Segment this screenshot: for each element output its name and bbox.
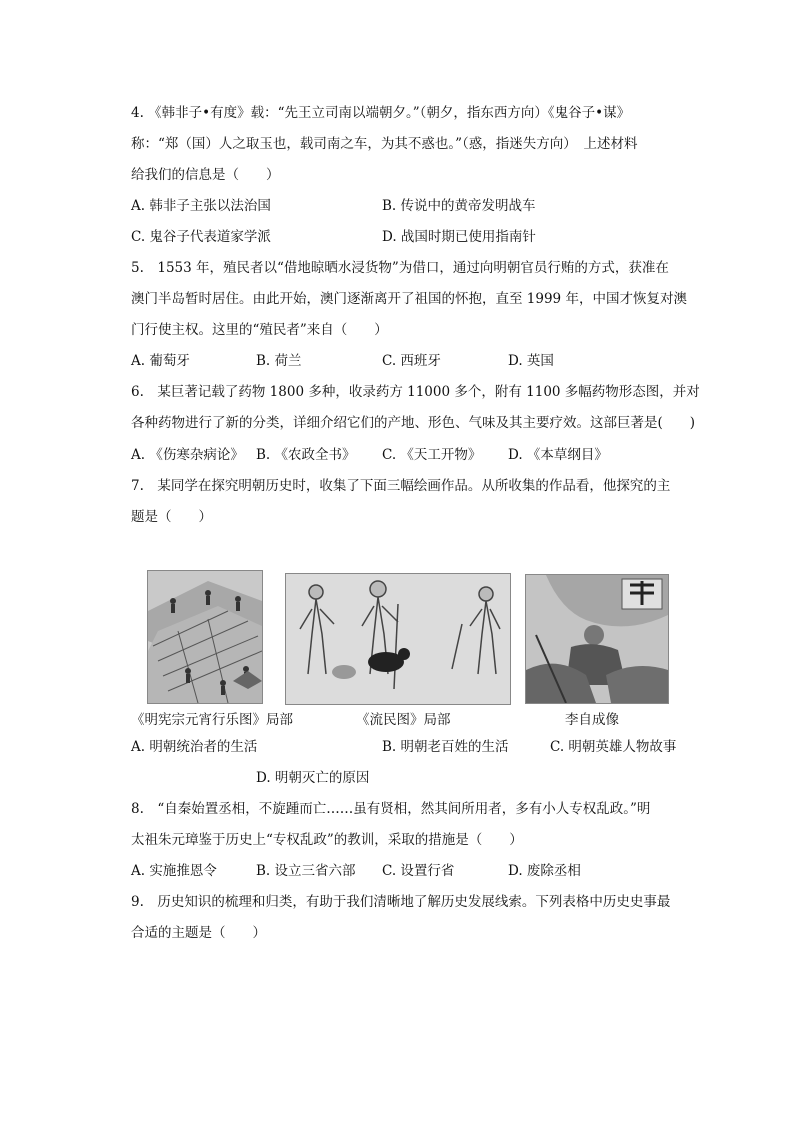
- q5-option-a: A. 葡萄牙: [131, 353, 190, 369]
- q4-option-b: B. 传说中的黄帝发明战车: [382, 198, 536, 214]
- q7-option-c: C. 明朝英雄人物故事: [550, 739, 677, 755]
- palace-scene-graphic: [148, 571, 262, 703]
- q6-option-b: B. 《农政全书》: [256, 447, 356, 463]
- q4-option-a: A. 韩非子主张以法治国: [131, 198, 271, 214]
- q5-line-3: 门行使主权。这里的“殖民者”来自（ ）: [131, 322, 388, 338]
- painting-palace-lantern-festival: [147, 570, 263, 704]
- q9-line-2: 合适的主题是（ ）: [131, 925, 266, 941]
- painting-li-zicheng: [525, 574, 669, 704]
- q4-line-1: 4. 《韩非子•有度》载：“先王立司南以端朝夕。”（朝夕，指东西方向）《鬼谷子•谋》: [131, 105, 631, 121]
- q8-option-b: B. 设立三省六部: [256, 863, 356, 879]
- li-zicheng-scene-graphic: [526, 575, 668, 703]
- q7-line-2: 题是（ ）: [131, 509, 212, 525]
- q7-option-d: D. 明朝灭亡的原因: [256, 770, 370, 786]
- q5-line-2: 澳门半岛暂时居住。由此开始，澳门逐渐离开了祖国的怀抱，直至 1999 年，中国才恢复对澳: [131, 291, 687, 307]
- q8-line-1: 8. “自秦始置丞相，不旋踵而亡……虽有贤相，然其间所用者，多有小人专权乱政。”明: [131, 801, 651, 817]
- q8-line-2: 太祖朱元璋鉴于历史上“专权乱政”的教训，采取的措施是（ ）: [131, 832, 523, 848]
- q6-line-1: 6. 某巨著记载了药物 1800 多种，收录药方 11000 多个，附有 1100 多幅药物形态图，并对: [131, 384, 700, 400]
- caption-li-zicheng-painting: 李自成像: [565, 712, 619, 728]
- q5-option-b: B. 荷兰: [256, 353, 302, 369]
- q9-line-1: 9. 历史知识的梳理和归类，有助于我们清晰地了解历史发展线索。下列表格中历史史事最: [131, 894, 671, 910]
- refugees-scene-graphic: [286, 574, 510, 704]
- q4-option-d: D. 战国时期已使用指南针: [382, 229, 536, 245]
- q4-line-2: 称：“郑（国）人之取玉也，载司南之车，为其不惑也。”（惑，指迷失方向） 上述材料: [131, 136, 638, 152]
- q6-line-2: 各种药物进行了新的分类，详细介绍它们的产地、形色、气味及其主要疗效。这部巨著是( ): [131, 415, 696, 431]
- painting-refugees: [285, 573, 511, 705]
- q4-line-3: 给我们的信息是（ ）: [131, 167, 280, 183]
- q6-option-c: C. 《天工开物》: [382, 447, 482, 463]
- q7-option-a: A. 明朝统治者的生活: [131, 739, 258, 755]
- q5-line-1: 5. 1553 年，殖民者以“借地晾晒水浸货物”为借口，通过向明朝官员行贿的方式，获准在: [131, 260, 669, 276]
- q4-option-c: C. 鬼谷子代表道家学派: [131, 229, 271, 245]
- q8-option-c: C. 设置行省: [382, 863, 455, 879]
- caption-palace-painting: 《明宪宗元宵行乐图》局部: [131, 712, 293, 728]
- q7-line-1: 7. 某同学在探究明朝历史时，收集了下面三幅绘画作品。从所收集的作品看，他探究的主: [131, 478, 671, 494]
- q8-option-d: D. 废除丞相: [508, 863, 581, 879]
- q8-option-a: A. 实施推恩令: [131, 863, 217, 879]
- q5-option-c: C. 西班牙: [382, 353, 441, 369]
- q5-option-d: D. 英国: [508, 353, 554, 369]
- q7-option-b: B. 明朝老百姓的生活: [382, 739, 509, 755]
- caption-refugees-painting: 《流民图》局部: [356, 712, 451, 728]
- q6-option-a: A. 《伤寒杂病论》: [131, 447, 244, 463]
- q6-option-d: D. 《本草纲目》: [508, 447, 608, 463]
